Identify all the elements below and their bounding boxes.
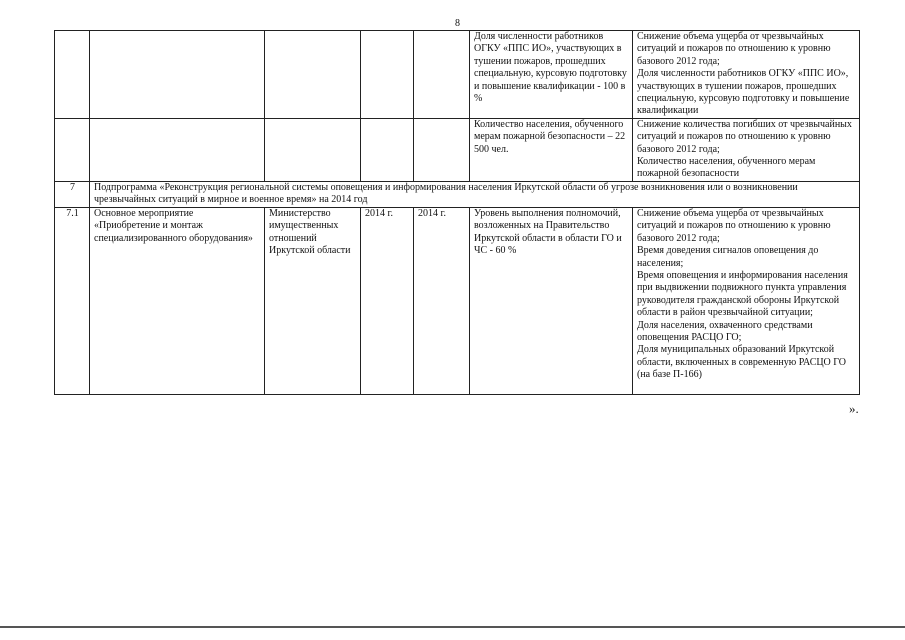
activity-name: Основное мероприятие «Приобретение и монтаж специализированного оборудования»: [90, 207, 265, 394]
activity-number: 7.1: [55, 207, 90, 394]
closing-quote-mark: ».: [849, 401, 859, 416]
cell-empty: [265, 31, 361, 119]
cell-empty: [361, 31, 414, 119]
cell-empty: [55, 118, 90, 181]
cell-empty: [55, 31, 90, 119]
activity-end: 2014 г.: [414, 207, 470, 394]
activity-result: Снижение объема ущерба от чрезвычайных ситуаций и пожаров по отношению к уровню базового 2012 года; Время доведения сигналов оповещения до населения; Время оповещения и информирования населения при выдвижении подвижного пункта управления руководителя гражданской обороны Иркутской области в район чрезвычайной ситуации; Доля населения, охваченного средствами оповещения РАСЦО ГО; Доля муниципальных образований Иркутской области, включенных в современную РАСЦО ГО (на базе П-166): [633, 207, 860, 394]
table-row-activity: [55, 207, 860, 394]
table-row-continuation-1: [55, 31, 860, 119]
activity-indicator: Уровень выполнения полномочий, возложенных на Правительство Иркутской области в области ГО и ЧС - 60 %: [470, 207, 633, 394]
table-row-subprogram: [55, 181, 860, 207]
subprogram-title: Подпрограмма «Реконструкция региональной системы оповещения и информирования населения Иркутской области об угрозе возникновения или о возникновении чрезвычайных ситуаций в мирное и военное время» на 2014 год: [90, 181, 860, 207]
scan-edge-line: [0, 626, 905, 628]
cell-empty: [90, 31, 265, 119]
subprogram-number: 7: [55, 181, 90, 207]
activity-executor: Министерство имущественных отношений Иркутской области: [265, 207, 361, 394]
cell-result: Снижение количества погибших от чрезвычайных ситуаций и пожаров по отношению к уровню базового 2012 года; Количество населения, обученного мерам пожарной безопасности: [633, 118, 860, 181]
page-number: 8: [455, 18, 460, 29]
cell-indicator: Количество населения, обученного мерам пожарной безопасности – 22 500 чел.: [470, 118, 633, 181]
table-row-continuation-2: [55, 118, 860, 181]
cell-empty: [265, 118, 361, 181]
cell-empty: [414, 118, 470, 181]
activity-start: 2014 г.: [361, 207, 414, 394]
cell-empty: [90, 118, 265, 181]
cell-indicator: Доля численности работников ОГКУ «ППС ИО», участвующих в тушении пожаров, прошедших специальную, курсовую подготовку и повышение квалификации - 100 в %: [470, 31, 633, 119]
program-table: [54, 30, 860, 395]
cell-result: Снижение объема ущерба от чрезвычайных ситуаций и пожаров по отношению к уровню базового 2012 года; Доля численности работников ОГКУ «ППС ИО», участвующих в тушении пожаров, прошедших специальную, курсовую подготовку и повышение квалификации: [633, 31, 860, 119]
cell-empty: [414, 31, 470, 119]
cell-empty: [361, 118, 414, 181]
